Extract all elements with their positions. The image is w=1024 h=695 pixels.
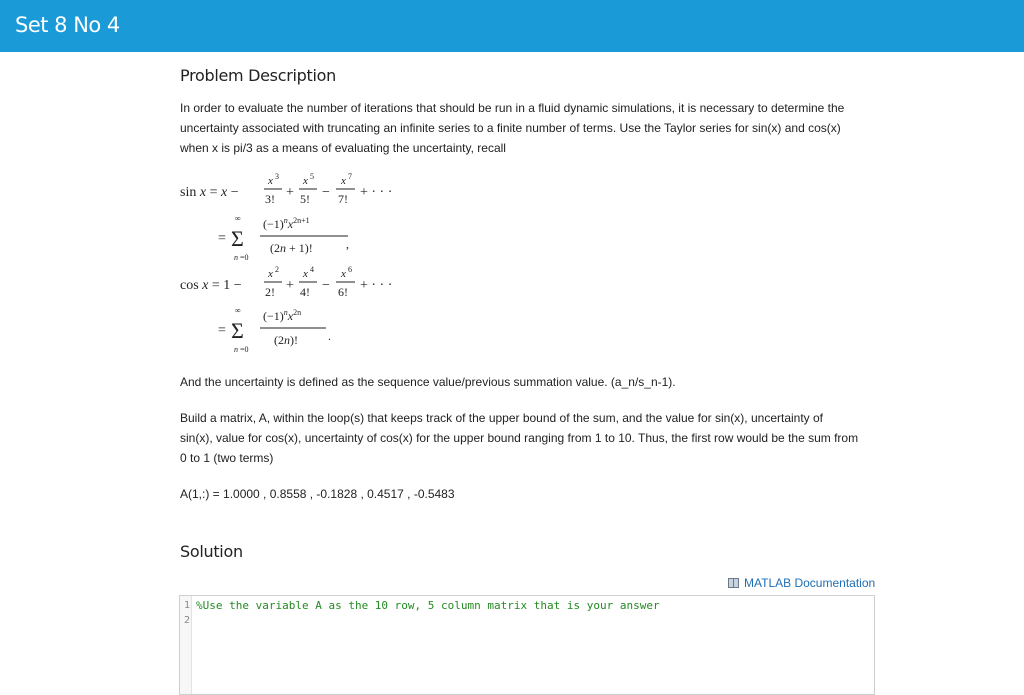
svg-text:4!: 4!	[300, 285, 310, 299]
svg-text:6: 6	[348, 265, 352, 274]
svg-text:5!: 5!	[300, 192, 310, 206]
instruction-line: sin(x), value for cos(x), uncertainty of cos(x) for the upper bound ranging from 1 to 10. Thus, the first row would be the sum from	[180, 431, 859, 445]
solution-heading: Solution	[180, 542, 243, 561]
svg-text:3!: 3!	[265, 192, 275, 206]
svg-text:∞: ∞	[235, 214, 241, 223]
svg-text:5: 5	[310, 172, 314, 181]
svg-text:sin x = x −: sin x = x −	[180, 185, 239, 200]
svg-text:x: x	[303, 175, 308, 187]
svg-text:,: ,	[346, 237, 349, 251]
intro-line: uncertainty associated with truncating an infinite series to a finite number of terms. Use the Taylor series for sin(x) and cos(x)	[180, 121, 841, 135]
problem-heading: Problem Description	[180, 66, 336, 85]
svg-text:4: 4	[310, 265, 314, 274]
svg-text:7: 7	[348, 172, 352, 181]
svg-text:x: x	[341, 268, 346, 280]
code-editor[interactable]	[179, 595, 875, 695]
header-bar	[0, 0, 1024, 52]
svg-text:+: +	[286, 185, 294, 200]
svg-text:−: −	[322, 185, 330, 200]
svg-text:(2n + 1)!: (2n + 1)!	[270, 241, 313, 255]
svg-text:7!: 7!	[338, 192, 348, 206]
svg-text:2!: 2!	[265, 285, 275, 299]
page-title: Set 8 No 4	[15, 13, 120, 37]
problem-intro	[180, 98, 880, 158]
matrix-instructions	[180, 408, 880, 468]
svg-text:n: n	[234, 253, 238, 262]
svg-text:=: =	[218, 323, 226, 338]
svg-text:3: 3	[275, 172, 279, 181]
matlab-documentation-link[interactable]	[728, 576, 875, 590]
svg-text:−: −	[322, 278, 330, 293]
line-number: 1	[183, 600, 190, 611]
book-icon	[728, 578, 739, 588]
line-number-gutter	[180, 596, 192, 694]
svg-text:Σ: Σ	[231, 318, 244, 343]
svg-text:cos x = 1 −: cos x = 1 −	[180, 278, 242, 293]
svg-text:x: x	[268, 268, 273, 280]
instruction-line: 0 to 1 (two terms)	[180, 451, 274, 465]
equations-figure	[178, 166, 418, 366]
svg-text:+ · · ·: + · · ·	[360, 185, 393, 200]
code-line[interactable]: %Use the variable A as the 10 row, 5 column matrix that is your answer	[196, 599, 660, 612]
svg-text:x: x	[268, 175, 273, 187]
svg-text:∞: ∞	[235, 306, 241, 315]
svg-text:.: .	[328, 329, 331, 343]
svg-text:6!: 6!	[338, 285, 348, 299]
svg-text:Σ: Σ	[231, 226, 244, 251]
svg-text:+ · · ·: + · · ·	[360, 278, 393, 293]
svg-text:x: x	[303, 268, 308, 280]
svg-text:x: x	[341, 175, 346, 187]
doc-link-label: MATLAB Documentation	[744, 576, 876, 590]
svg-text:2: 2	[275, 265, 279, 274]
uncertainty-definition: And the uncertainty is defined as the sequence value/previous summation value. (a_n/s_n-1).	[180, 375, 676, 389]
svg-text:n: n	[234, 345, 238, 354]
taylor-series-equations	[178, 166, 418, 366]
svg-text:(−1)nx2n: $(-1)^nx^{2n}$	[263, 308, 302, 323]
svg-text:=0: =0	[240, 253, 249, 262]
svg-text:+: +	[286, 278, 294, 293]
svg-text:=: =	[218, 231, 226, 246]
svg-text:(−1)nx2n+1: $(-1)^nx^{2n+1}$	[263, 216, 310, 231]
intro-line: when x is pi/3 as a means of evaluating the uncertainty, recall	[180, 141, 506, 155]
svg-text:(2n)!: (2n)!	[274, 333, 298, 347]
intro-line: In order to evaluate the number of iterations that should be run in a fluid dynamic simulations, it is necessary to determine the	[180, 101, 845, 115]
example-row: A(1,:) = 1.0000 , 0.8558 , -0.1828 , 0.4517 , -0.5483	[180, 487, 455, 501]
line-number: 2	[183, 615, 190, 626]
instruction-line: Build a matrix, A, within the loop(s) that keeps track of the upper bound of the sum, and the value for sin(x), uncertainty of	[180, 411, 824, 425]
svg-text:=0: =0	[240, 345, 249, 354]
